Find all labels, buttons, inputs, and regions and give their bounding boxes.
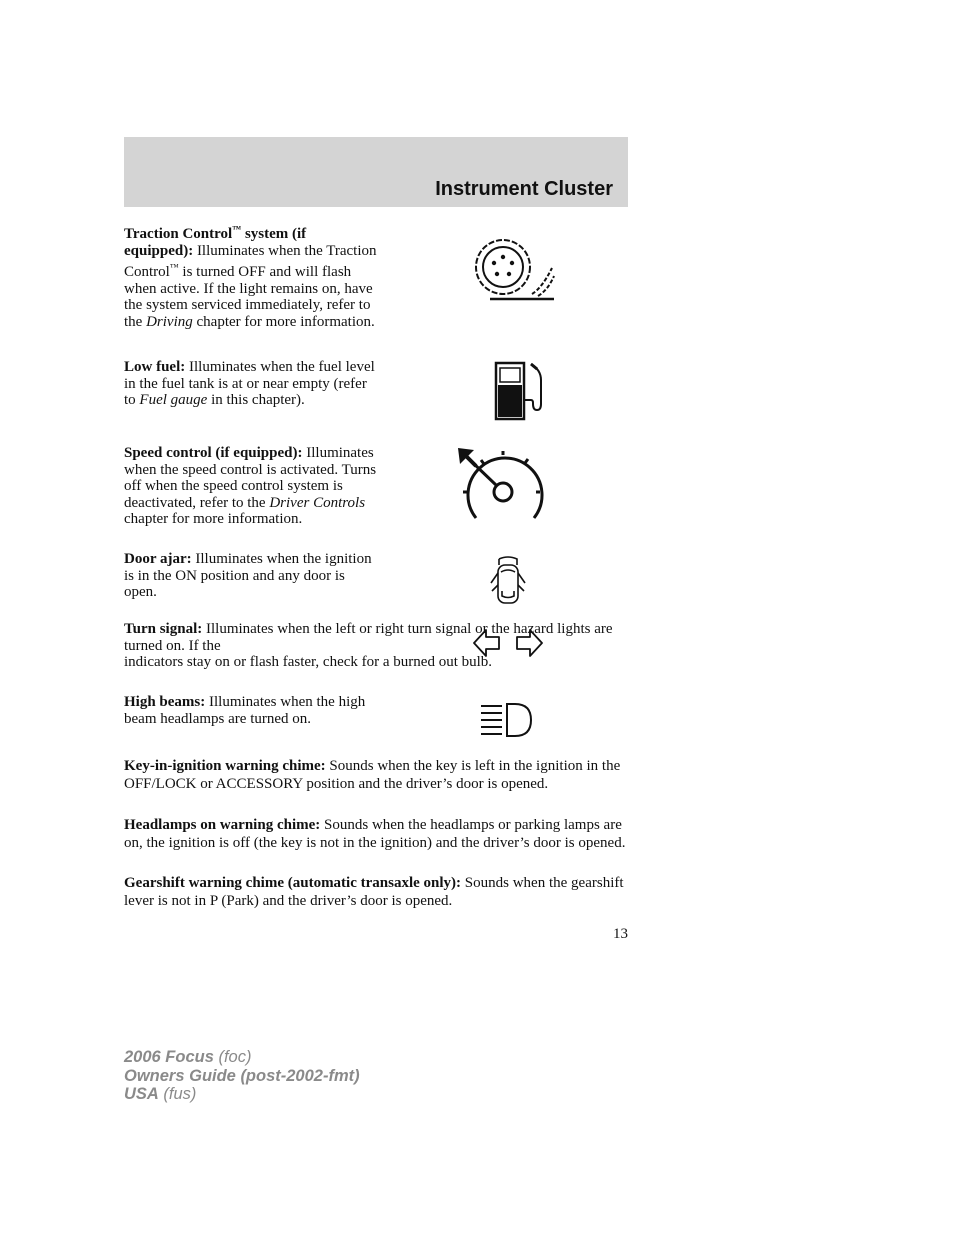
- entry-traction-control: Traction Control™ system (if equipped): Illuminates when the Traction Control™ is turned OFF and will flash when active. If the light remains on, have the system serviced immediately, refer to the Driving chapter for more information.: [124, 224, 377, 330]
- fuel-pump-icon: [493, 360, 551, 422]
- entry-label: Door ajar:: [124, 551, 192, 567]
- entry-label: Headlamps on warning chime:: [124, 817, 321, 833]
- traction-control-icon: [470, 238, 560, 302]
- entry-key-in-ignition-chime: Key-in-ignition warning chime: Sounds when the key is left in the ignition in the OFF/LOCK or ACCESSORY position and the driver’s door is opened.: [124, 758, 621, 792]
- door-ajar-icon: [489, 555, 527, 607]
- turn-signal-arrows-icon: [472, 627, 544, 659]
- entry-low-fuel: Low fuel: Illuminates when the fuel level in the fuel tank is at or near empty (refer to Fuel gauge in this chapter).: [124, 359, 375, 409]
- entry-label: Turn signal:: [124, 621, 203, 637]
- high-beam-icon: [479, 702, 535, 738]
- page-number: 13: [613, 926, 628, 942]
- entry-headlamps-chime: Headlamps on warning chime: Sounds when the headlamps or parking lamps are on, the ignition is off (the key is not in the ignition) and the driver’s door is opened.: [124, 817, 626, 851]
- entry-door-ajar: Door ajar: Illuminates when the ignition is in the ON position and any door is open.: [124, 551, 372, 601]
- entry-gearshift-chime: Gearshift warning chime (automatic transaxle only): Sounds when the gearshift lever is not in P (Park) and the driver’s door is opened.: [124, 875, 624, 909]
- section-title: Instrument Cluster: [435, 178, 613, 200]
- entry-turn-signal: Turn signal: Illuminates when the left or right turn signal or the hazard lights are turned on. If the indicators stay on or flash faster, check for a burned out bulb.: [124, 621, 613, 671]
- entry-label: Traction Control™ system (if equipped):: [124, 224, 307, 259]
- entry-label: Low fuel:: [124, 359, 186, 375]
- entry-label: Key-in-ignition warning chime:: [124, 758, 326, 774]
- entry-high-beams: High beams: Illuminates when the high beam headlamps are turned on.: [124, 694, 366, 727]
- footer-model-line: 2006 Focus (foc): [124, 1048, 252, 1066]
- footer-guide-line: Owners Guide (post-2002-fmt): [124, 1066, 360, 1085]
- document-footer: [124, 1048, 360, 1104]
- entry-label: High beams:: [124, 694, 206, 710]
- footer-region-line: USA (fus): [124, 1085, 197, 1103]
- section-header-bar: [124, 137, 628, 207]
- entry-label: Gearshift warning chime (automatic transaxle only):: [124, 875, 462, 891]
- speed-control-icon: [456, 446, 546, 526]
- entry-speed-control: Speed control (if equipped): Illuminates when the speed control is activated. Turns off when the speed control system is deactivated, refer to the Driver Controls chapter for more information.: [124, 445, 377, 528]
- entry-label: Speed control (if equipped):: [124, 445, 303, 461]
